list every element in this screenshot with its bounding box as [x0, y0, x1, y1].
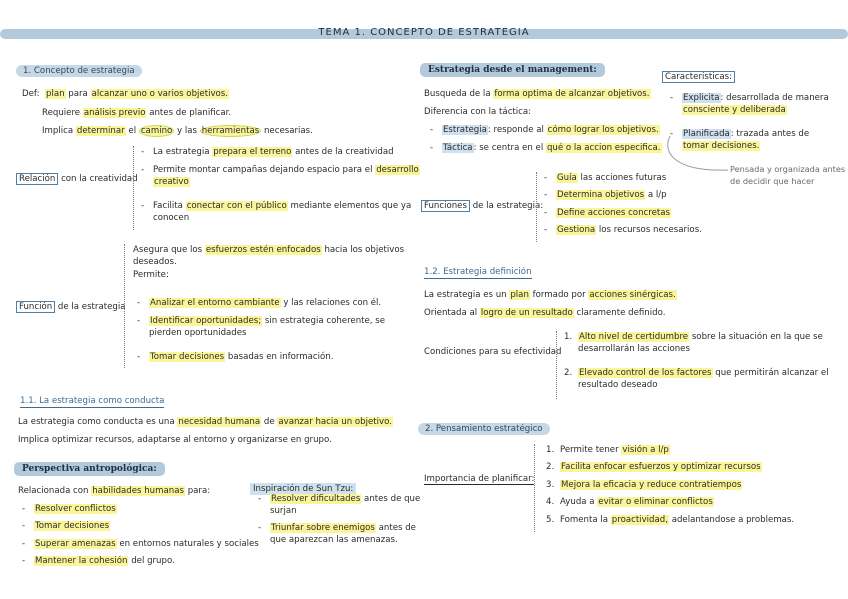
list-item: - Tomar decisiones: [22, 520, 259, 532]
list-item: - Resolver conflictos: [22, 503, 259, 515]
antropologica-list: [22, 503, 259, 568]
management-item-estrategia: - Estrategia: responde al cómo lograr los objetivos.: [430, 124, 660, 136]
list-item: 3. Mejora la eficacia y reduce contratiempos: [546, 479, 742, 490]
list-item: - Gestiona los recursos necesarios.: [544, 224, 702, 236]
list-item: 2. Facilita enfocar esfuerzos y optimizar recursos: [546, 462, 761, 473]
management-line-1: Busqueda de la forma optima de alcanzar objetivos.: [424, 89, 650, 99]
list-item: - Define acciones concretas: [544, 207, 702, 219]
antropologica-heading: Perspectiva antropológica:: [14, 456, 165, 475]
caracteristicas-note: Pensada y organizada antes de decidir que hacer: [730, 164, 846, 186]
definicion-line-1: La estrategia es un plan formado por acciones sinérgicas.: [424, 290, 676, 300]
section-definicion-heading: 1.2. Estrategia definición: [424, 267, 532, 277]
conducta-line-1: La estrategia como conducta es una necesidad humana de avanzar hacia un objetivo.: [18, 417, 392, 427]
condiciones-label: Condiciones para su efectividad: [424, 347, 562, 357]
condiciones-bracket: [556, 331, 557, 399]
relacion-label: Relación con la creatividad: [16, 173, 138, 185]
relacion-item-3: - Facilita conectar con el público mediante elementos que ya conocen: [141, 200, 411, 225]
list-item: - Resolver dificultades antes de que surjan: [258, 493, 420, 518]
list-item: - Guía las acciones futuras: [544, 172, 702, 184]
funciones-label: Funciones de la estrategia:: [421, 200, 543, 212]
definicion-line-2: Orientada al logro de un resultado claramente definido.: [424, 308, 666, 318]
funcion-intro: Asegura que los esfuerzos estén enfocados hacia los objetivos deseados. Permite:: [133, 245, 405, 280]
list-item: - Triunfar sobre enemigos antes de que aparezcan las amenazas.: [258, 522, 420, 547]
definition-line: Def: plan para alcanzar uno o varios objetivos.: [22, 89, 229, 99]
importancia-bracket: [534, 444, 535, 532]
caracteristicas-item-1: - Explicita: desarrollada de manera consciente y deliberada: [670, 92, 829, 117]
management-item-tactica: - Táctica: se centra en el qué o la accion especifica.: [430, 142, 662, 154]
antropologica-intro: Relacionada con habilidades humanas para:: [18, 486, 211, 496]
section-pensamiento-heading: 2. Pensamiento estratégico: [418, 416, 550, 435]
suntzu-heading: Inspiración de Sun Tzu:: [250, 476, 356, 495]
list-item: - Mantener la cohesión del grupo.: [22, 555, 259, 567]
list-item: 4. Ayuda a evitar o eliminar conflictos: [546, 497, 713, 508]
section-conducta-heading: 1.1. La estrategia como conducta: [20, 396, 165, 406]
list-item: - Determina objetivos a l/p: [544, 189, 702, 201]
funciones-list: [544, 172, 702, 237]
list-item: - Superar amenazas en entornos naturales y sociales: [22, 538, 259, 550]
relacion-item-1: - La estrategia prepara el terreno antes de la creatividad: [141, 146, 394, 158]
suntzu-list: [258, 493, 420, 547]
funciones-bracket: [536, 172, 537, 242]
caracteristicas-item-2: - Planificada: trazada antes de tomar decisiones.: [670, 128, 809, 153]
importancia-label: Importancia de planificar:: [424, 474, 535, 484]
management-line-2: Diferencia con la táctica:: [424, 107, 532, 117]
conducta-line-2: Implica optimizar recursos, adaptarse al entorno y organizarse en grupo.: [18, 435, 332, 445]
requires-line: Requiere análisis previo antes de planificar.: [42, 108, 232, 118]
list-item: 5. Fomenta la proactividad, adelantandose a problemas.: [546, 514, 795, 525]
management-heading: Estrategia desde el management:: [420, 57, 605, 76]
funcion-item-3: - Tomar decisiones basadas en información.: [137, 351, 333, 363]
list-item: 1. Permite tener visión a l/p: [546, 445, 669, 455]
funcion-item-2: - Identificar oportunidades; sin estrategia coherente, se pierden oportunidades: [137, 315, 385, 340]
funcion-item-1: - Analizar el entorno cambiante y las relaciones con él.: [137, 297, 381, 309]
implies-line: Implica determinar el camino y las herramientas necesarias.: [42, 126, 313, 136]
caracteristicas-heading: Caracteristicas:: [662, 71, 735, 83]
page-title: TEMA 1. CONCEPTO DE ESTRATEGIA: [318, 27, 530, 38]
section-concepto-heading: 1. Concepto de estrategia: [16, 58, 142, 77]
relacion-bracket: [133, 146, 134, 230]
condiciones-item-1: 1. Alto nivel de certidumbre sobre la situación en la que se desarrollarán las acciones: [564, 332, 823, 355]
importancia-list: [546, 444, 794, 526]
condiciones-item-2: 2. Elevado control de los factores que permitirán alcanzar el resultado deseado: [564, 368, 829, 391]
funcion-label: Función de la estrategia: [16, 301, 125, 313]
funcion-bracket: [124, 244, 125, 368]
relacion-item-2: - Permite montar campañas dejando espacio para el desarrollo creativo: [141, 164, 420, 189]
